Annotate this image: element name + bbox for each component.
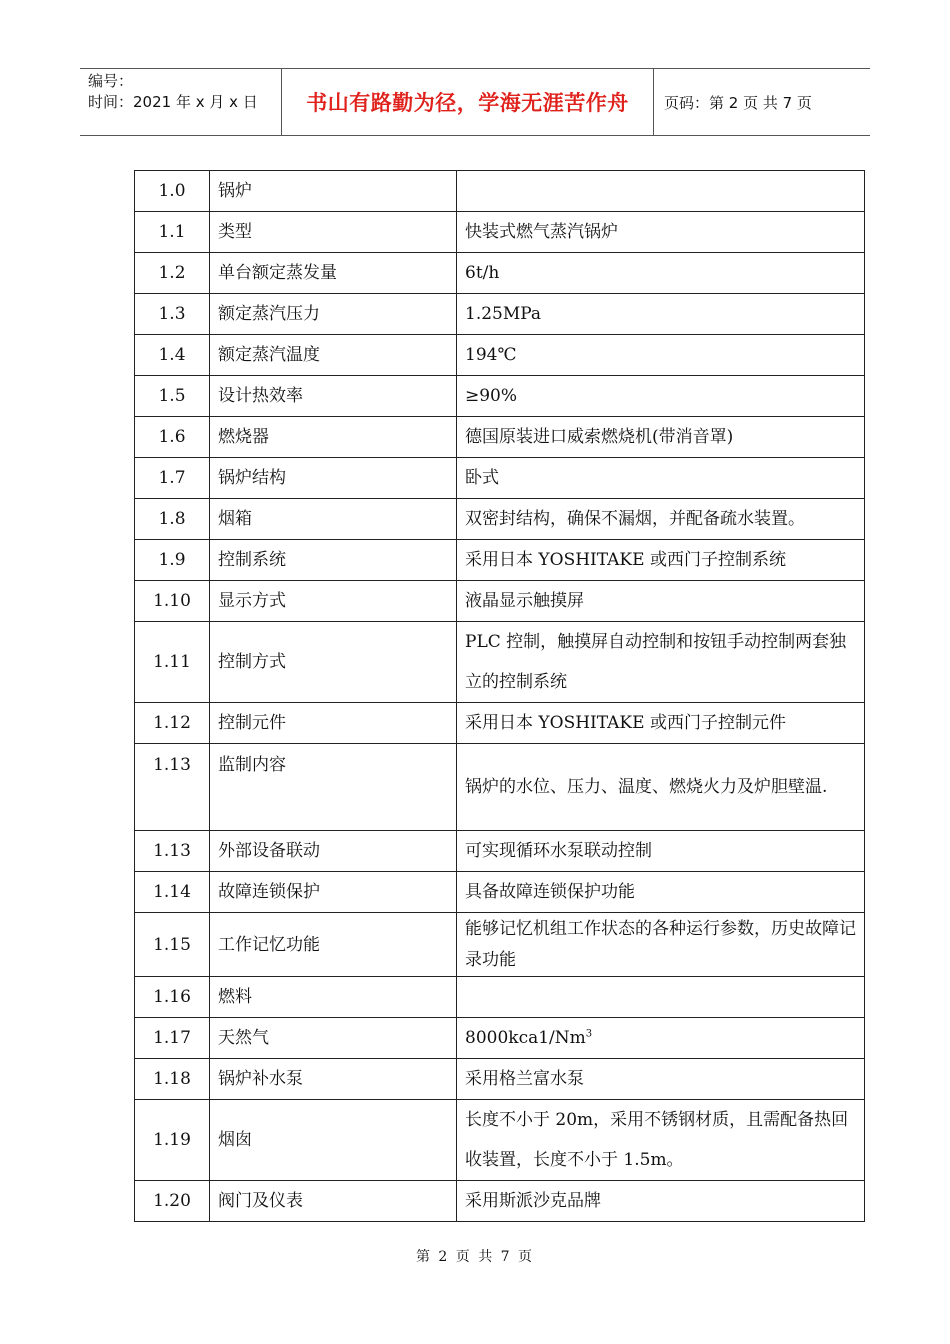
header-motto: 书山有路勤为径，学海无涯苦作舟 [306, 91, 629, 115]
table-row [135, 458, 865, 499]
row-value [457, 977, 865, 1018]
row-number: 1.20 [135, 1181, 210, 1222]
row-value: 长度不小于 20m，采用不锈钢材质，且需配备热回收装置，长度不小于 1.5m。 [457, 1100, 865, 1181]
row-item: 类型 [210, 212, 457, 253]
row-number: 1.11 [135, 622, 210, 703]
row-item: 锅炉补水泵 [210, 1059, 457, 1100]
row-number: 1.15 [135, 913, 210, 977]
page-footer: 第 2 页 共 7 页 [415, 1249, 535, 1265]
table-row [135, 872, 865, 913]
row-number: 1.14 [135, 872, 210, 913]
row-value: 1.25MPa [457, 294, 865, 335]
row-value: 采用日本 YOSHITAKE 或西门子控制系统 [457, 540, 865, 581]
row-number: 1.12 [135, 703, 210, 744]
table-row [135, 1100, 865, 1181]
row-item: 额定蒸汽压力 [210, 294, 457, 335]
table-row [135, 744, 865, 831]
table-row [135, 831, 865, 872]
row-number: 1.1 [135, 212, 210, 253]
table-row [135, 294, 865, 335]
row-item: 控制系统 [210, 540, 457, 581]
row-item: 烟箱 [210, 499, 457, 540]
row-number: 1.17 [135, 1018, 210, 1059]
header-page-info: 页码：第 2 页 共 7 页 [664, 93, 812, 112]
code-label: 编号： [88, 72, 134, 90]
row-number: 1.0 [135, 171, 210, 212]
row-value: 6t/h [457, 253, 865, 294]
row-item: 控制方式 [210, 622, 457, 703]
row-number: 1.13 [135, 744, 210, 831]
boiler-spec-table [134, 170, 865, 1222]
table-row [135, 703, 865, 744]
row-number: 1.4 [135, 335, 210, 376]
row-item: 设计热效率 [210, 376, 457, 417]
row-item: 燃料 [210, 977, 457, 1018]
row-item: 额定蒸汽温度 [210, 335, 457, 376]
row-value-cell [457, 1018, 865, 1059]
row-value: 可实现循环水泵联动控制 [457, 831, 865, 872]
row-value: 快装式燃气蒸汽锅炉 [457, 212, 865, 253]
row-item: 阀门及仪表 [210, 1181, 457, 1222]
row-number: 1.18 [135, 1059, 210, 1100]
table-row [135, 581, 865, 622]
row-value: 能够记忆机组工作状态的各种运行参数，历史故障记录功能 [457, 913, 865, 977]
row-value: 锅炉的水位、压力、温度、燃烧火力及炉胆壁温. [457, 744, 865, 831]
row-value: 194℃ [457, 335, 865, 376]
table-row [135, 417, 865, 458]
row-value: 德国原装进口威索燃烧机(带消音罩) [457, 417, 865, 458]
row-number: 1.6 [135, 417, 210, 458]
row-value [457, 171, 865, 212]
table-row [135, 977, 865, 1018]
table-row [135, 335, 865, 376]
row-number: 1.19 [135, 1100, 210, 1181]
row-number: 1.13 [135, 831, 210, 872]
table-row [135, 540, 865, 581]
row-number: 1.10 [135, 581, 210, 622]
row-number: 1.3 [135, 294, 210, 335]
table-row [135, 376, 865, 417]
header-motto-cell [281, 69, 654, 135]
page-header [80, 68, 870, 136]
row-item: 天然气 [210, 1018, 457, 1059]
row-item: 单台额定蒸发量 [210, 253, 457, 294]
table-row [135, 913, 865, 977]
table-row [135, 1018, 865, 1059]
superscript: 3 [585, 1028, 593, 1040]
row-item: 监制内容 [210, 744, 457, 831]
table-row [135, 499, 865, 540]
row-number: 1.16 [135, 977, 210, 1018]
row-item: 燃烧器 [210, 417, 457, 458]
row-value: 采用日本 YOSHITAKE 或西门子控制元件 [457, 703, 865, 744]
row-number: 1.8 [135, 499, 210, 540]
row-value: 8000kca1/Nm [465, 1028, 586, 1048]
row-value: 卧式 [457, 458, 865, 499]
table-row [135, 622, 865, 703]
row-value: PLC 控制，触摸屏自动控制和按钮手动控制两套独立的控制系统 [457, 622, 865, 703]
row-item: 故障连锁保护 [210, 872, 457, 913]
row-item: 烟囱 [210, 1100, 457, 1181]
row-value: 双密封结构，确保不漏烟，并配备疏水装置。 [457, 499, 865, 540]
row-value: 具备故障连锁保护功能 [457, 872, 865, 913]
header-page-info-cell [654, 69, 870, 135]
row-item: 显示方式 [210, 581, 457, 622]
table-row [135, 1059, 865, 1100]
row-value: 采用斯派沙克品牌 [457, 1181, 865, 1222]
row-number: 1.7 [135, 458, 210, 499]
row-value: 采用格兰富水泵 [457, 1059, 865, 1100]
row-item: 控制元件 [210, 703, 457, 744]
row-item: 锅炉 [210, 171, 457, 212]
header-meta [80, 69, 281, 135]
table-row [135, 212, 865, 253]
row-item: 锅炉结构 [210, 458, 457, 499]
row-value: 液晶显示触摸屏 [457, 581, 865, 622]
row-number: 1.5 [135, 376, 210, 417]
row-value: ≥90% [457, 376, 865, 417]
row-item: 外部设备联动 [210, 831, 457, 872]
table-row [135, 253, 865, 294]
row-number: 1.9 [135, 540, 210, 581]
time-label: 时间：2021 年 x 月 x 日 [88, 93, 258, 111]
table-row [135, 171, 865, 212]
row-number: 1.2 [135, 253, 210, 294]
table-row [135, 1181, 865, 1222]
row-item: 工作记忆功能 [210, 913, 457, 977]
